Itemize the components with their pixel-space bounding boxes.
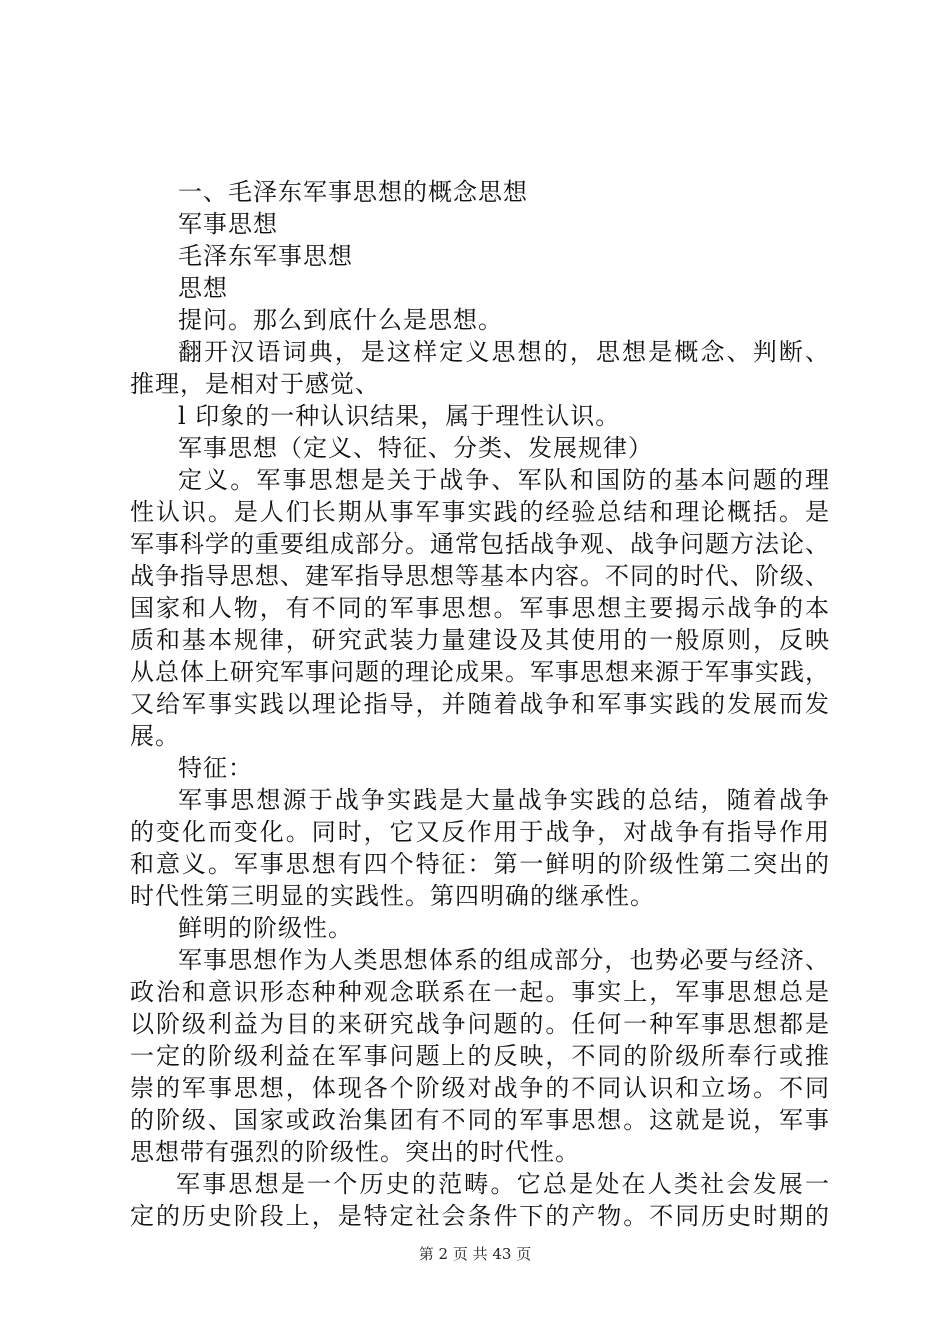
text-line: 军事思想是一个历史的范畴。它总是处在人类社会发展一 <box>176 1170 830 1198</box>
text-line: 性认识。是人们长期从事军事实践的经验总结和理论概括。是 <box>130 498 830 526</box>
text-line: 和意义。军事思想有四个特征：第一鲜明的阶级性第二突出的 <box>130 850 830 878</box>
text-line: 国家和人物，有不同的军事思想。军事思想主要揭示战争的本 <box>130 594 830 622</box>
text-line: 时代性第三明显的实践性。第四明确的继承性。 <box>130 882 655 910</box>
text-line: 的阶级、国家或政治集团有不同的军事思想。这就是说，军事 <box>130 1106 830 1134</box>
text-line: 提问。那么到底什么是思想。 <box>178 306 503 334</box>
text-line: 崇的军事思想，体现各个阶级对战争的不同认识和立场。不同 <box>130 1074 830 1102</box>
text-line: 又给军事实践以理论指导，并随着战争和军事实践的发展而发 <box>130 690 830 718</box>
text-line: 翻开汉语词典，是这样定义思想的，思想是概念、判断、 <box>178 338 830 366</box>
text-line: l 印象的一种认识结果，属于理性认识。 <box>178 402 621 430</box>
text-line: 军事科学的重要组成部分。通常包括战争观、战争问题方法论、 <box>130 530 830 558</box>
text-line: 军事思想作为人类思想体系的组成部分，也势必要与经济、 <box>178 946 830 974</box>
text-line: 的变化而变化。同时，它又反作用于战争，对战争有指导作用 <box>130 818 830 846</box>
text-line: 思想带有强烈的阶级性。突出的时代性。 <box>130 1138 580 1166</box>
text-line: 从总体上研究军事问题的理论成果。军事思想来源于军事实践， <box>130 658 830 686</box>
text-line: 定的历史阶段上，是特定社会条件下的产物。不同历史时期的 <box>130 1202 830 1230</box>
text-line: 定义。军事思想是关于战争、军队和国防的基本问题的理 <box>178 466 830 494</box>
text-line: 展。 <box>130 722 180 750</box>
text-line: 毛泽东军事思想 <box>178 242 353 270</box>
text-line: 以阶级利益为目的来研究战争问题的。任何一种军事思想都是 <box>130 1010 830 1038</box>
text-line: 军事思想源于战争实践是大量战争实践的总结，随着战争 <box>178 786 830 814</box>
page-footer: 第 2 页 共 43 页 <box>418 1245 532 1263</box>
text-line: 思想 <box>178 274 228 302</box>
text-line: 推理，是相对于感觉、 <box>130 370 380 398</box>
text-line: 军事思想 <box>178 210 278 238</box>
text-line: 质和基本规律，研究武装力量建设及其使用的一般原则，反映 <box>130 626 830 654</box>
text-line: 一定的阶级利益在军事问题上的反映，不同的阶级所奉行或推 <box>130 1042 830 1070</box>
document-body <box>130 176 830 1232</box>
text-line: 政治和意识形态种种观念联系在一起。事实上，军事思想总是 <box>130 978 830 1006</box>
text-line: 战争指导思想、建军指导思想等基本内容。不同的时代、阶级、 <box>130 562 830 590</box>
text-line: 鲜明的阶级性。 <box>178 914 353 942</box>
section-heading: 一、毛泽东军事思想的概念思想 <box>178 178 528 206</box>
text-line: 特征： <box>178 754 253 782</box>
text-line: 军事思想（定义、特征、分类、发展规律） <box>178 434 653 462</box>
